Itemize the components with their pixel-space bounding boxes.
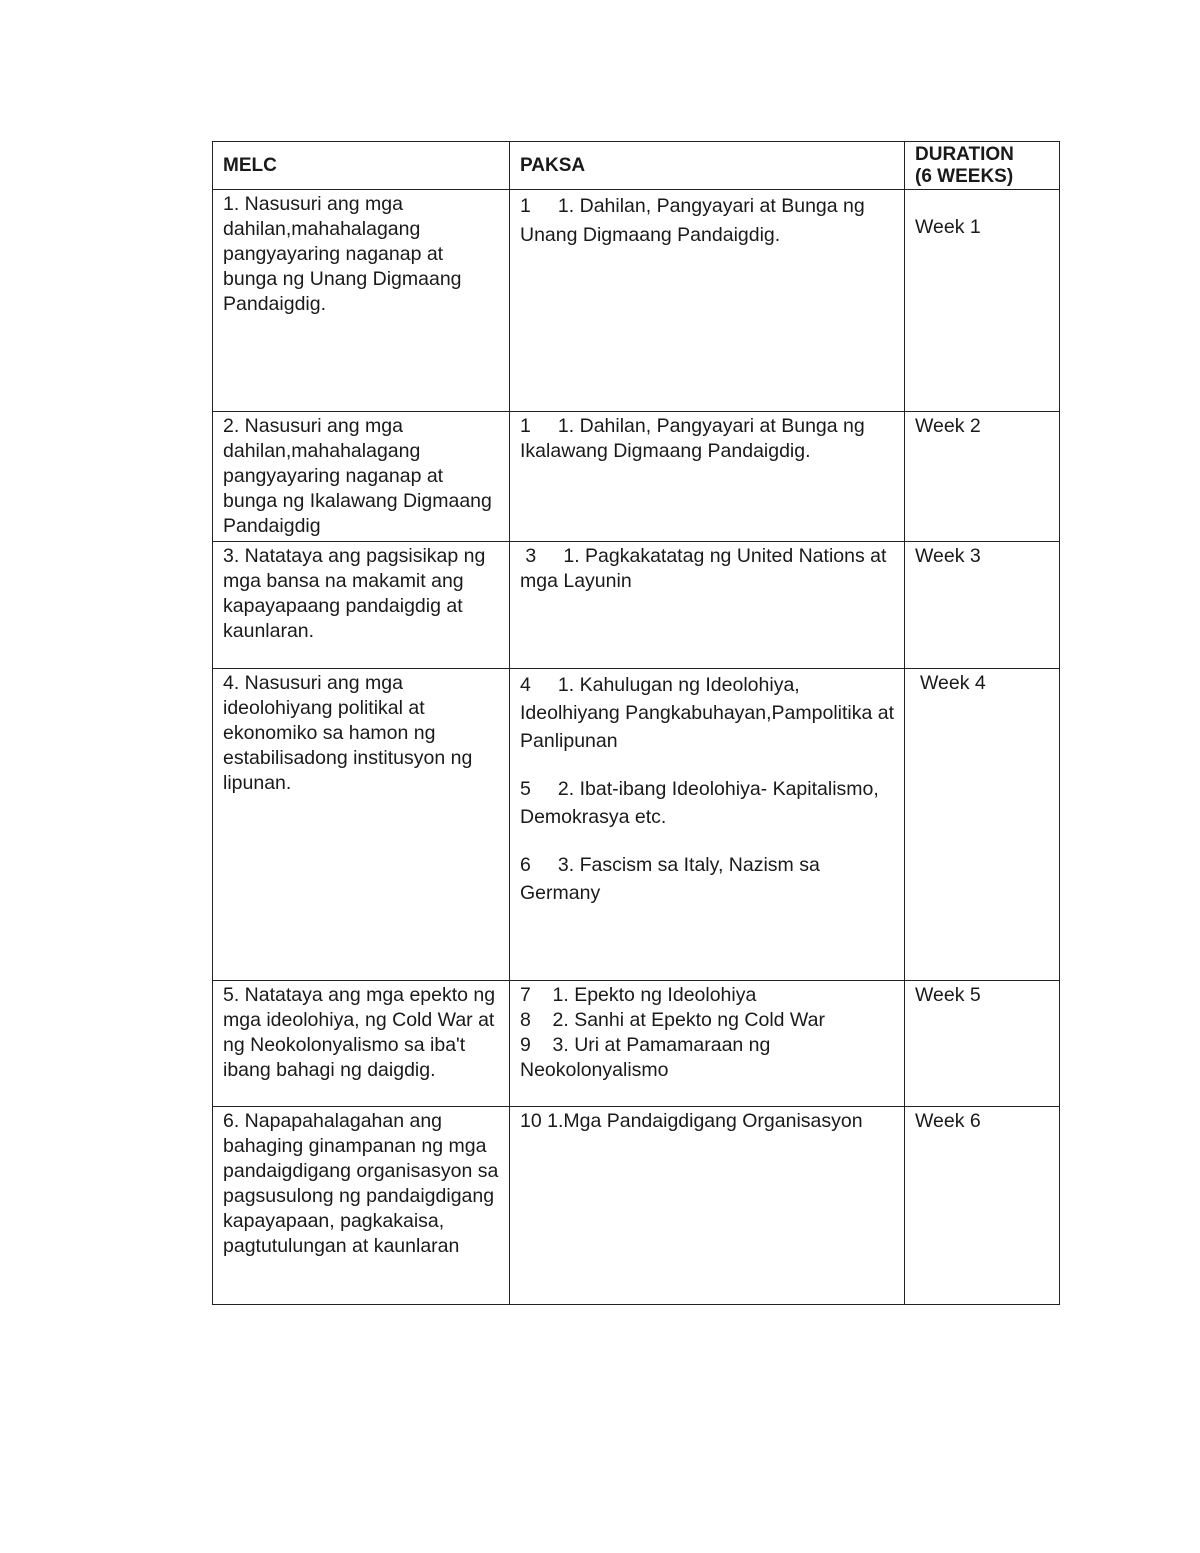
paksa-item: 1 1. Dahilan, Pangyayari at Bunga ng Ikalawang Digmaang Pandaigdig.	[520, 415, 871, 462]
table-row	[213, 669, 1060, 981]
melc-table	[212, 141, 1060, 1305]
paksa-cell	[510, 542, 905, 669]
paksa-cell	[510, 1107, 905, 1305]
melc-cell: 5. Natataya ang mga epekto ng mga ideolohiya, ng Cold War at ng Neokolonyalismo sa iba't ibang bahagi ng daigdig.	[213, 981, 510, 1107]
header-duration	[905, 142, 1060, 190]
paksa-item: 6 3. Fascism sa Italy, Nazism sa Germany	[520, 854, 826, 904]
paksa-item: 3 1. Pagkakatatag ng United Nations at mga Layunin	[520, 545, 892, 592]
header-paksa: PAKSA	[510, 142, 905, 190]
header-duration-line1: DURATION	[915, 143, 1014, 165]
paksa-item: 5 2. Ibat-ibang Ideolohiya- Kapitalismo, Demokrasya etc.	[520, 778, 885, 828]
header-duration-line2: (6 WEEKS)	[915, 165, 1014, 187]
table-row	[213, 190, 1060, 412]
week-cell: Week 5	[905, 981, 1060, 1107]
paksa-cell	[510, 669, 905, 981]
melc-cell: 4. Nasusuri ang mga ideolohiyang politikal at ekonomiko sa hamon ng estabilisadong institusyon ng lipunan.	[213, 669, 510, 981]
header-melc: MELC	[213, 142, 510, 190]
week-cell: Week 6	[905, 1107, 1060, 1305]
table-row	[213, 412, 1060, 542]
paksa-item: 1 1. Dahilan, Pangyayari at Bunga ng Unang Digmaang Pandaigdig.	[520, 195, 871, 246]
melc-cell: 6. Napapahalagahan ang bahaging ginampanan ng mga pandaigdigang organisasyon sa pagsusulong ng pandaigdigang kapayapaan, pagkakaisa, pagtutulungan at kaunlaran	[213, 1107, 510, 1305]
table-header-row	[213, 142, 1060, 190]
week-cell: Week 2	[905, 412, 1060, 542]
table-row	[213, 981, 1060, 1107]
paksa-cell	[510, 412, 905, 542]
week-cell: Week 3	[905, 542, 1060, 669]
melc-cell: 3. Natataya ang pagsisikap ng mga bansa na makamit ang kapayapaang pandaigdig at kaunlaran.	[213, 542, 510, 669]
paksa-cell	[510, 981, 905, 1107]
paksa-item: 8 2. Sanhi at Epekto ng Cold War	[520, 1009, 825, 1031]
melc-cell: 1. Nasusuri ang mga dahilan,mahahalagang pangyayaring naganap at bunga ng Unang Digmaang Pandaigdig.	[213, 190, 510, 412]
paksa-item: 7 1. Epekto ng Ideolohiya	[520, 984, 757, 1006]
week-cell: Week 4	[905, 669, 1060, 981]
paksa-cell	[510, 190, 905, 412]
paksa-item: 10 1.Mga Pandaigdigang Organisasyon	[520, 1110, 863, 1132]
paksa-item: 4 1. Kahulugan ng Ideolohiya, Ideolhiyang Pangkabuhayan,Pampolitika at Panlipunan	[520, 674, 900, 752]
melc-cell: 2. Nasusuri ang mga dahilan,mahahalagang pangyayaring naganap at bunga ng Ikalawang Digmaang Pandaigdig	[213, 412, 510, 542]
table-row	[213, 1107, 1060, 1305]
paksa-item: 9 3. Uri at Pamamaraan ng Neokolonyalismo	[520, 1034, 776, 1081]
week-cell: Week 1	[905, 190, 1060, 412]
table-row	[213, 542, 1060, 669]
